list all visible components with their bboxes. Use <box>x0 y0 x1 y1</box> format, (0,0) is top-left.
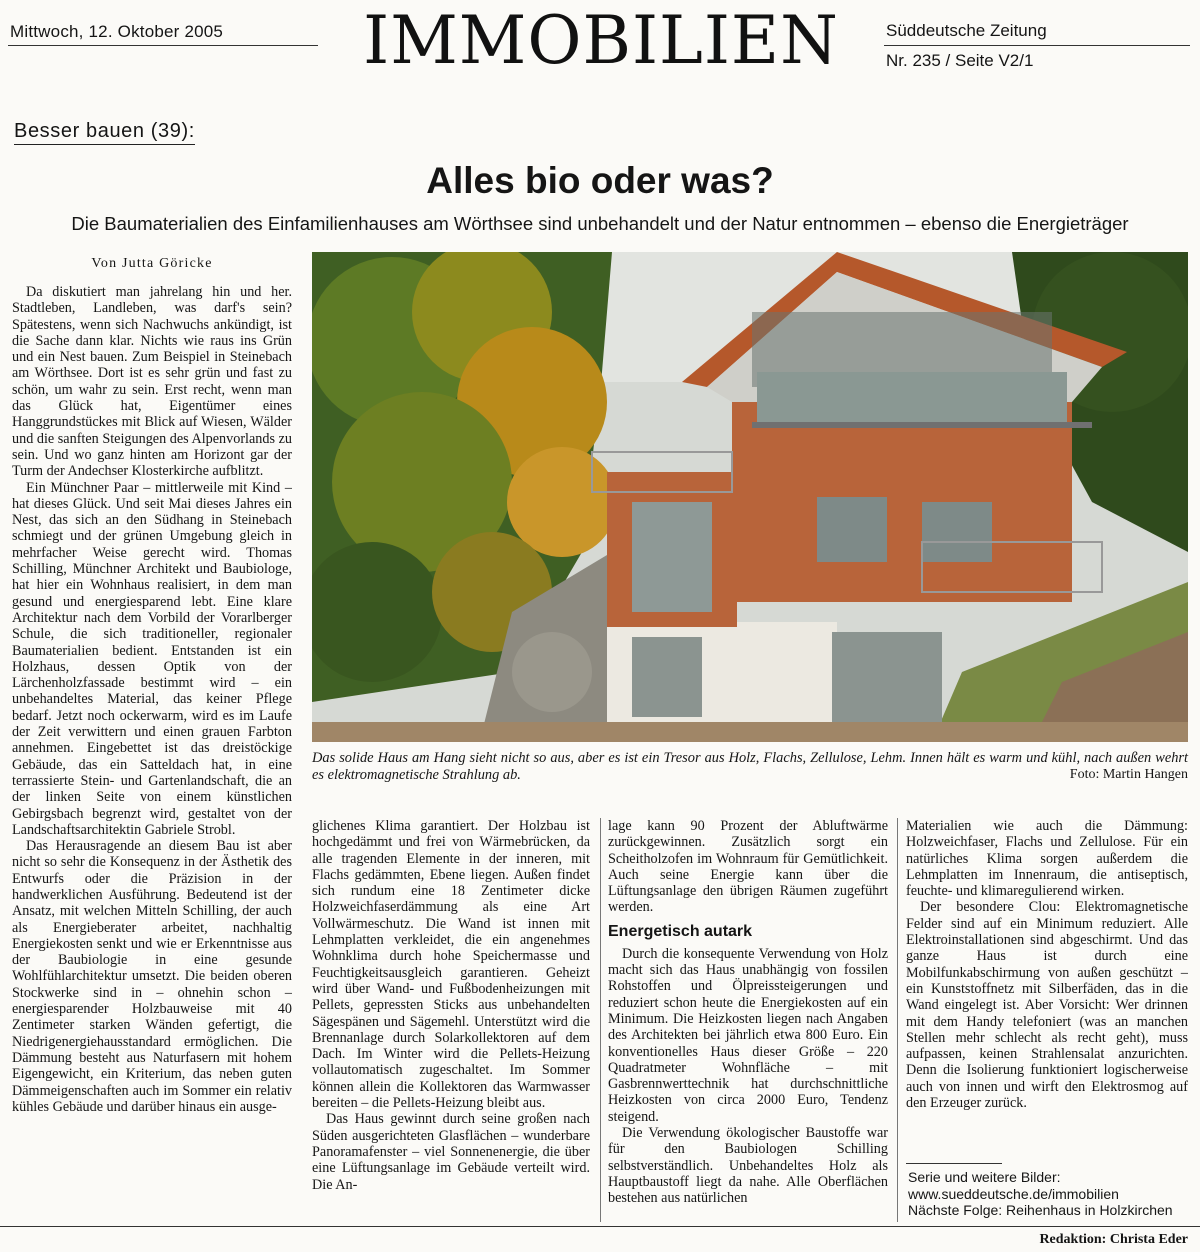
paragraph: Ein Münchner Paar – mittlerweile mit Kind – hat dieses Glück. Und seit Mai dieses Jahres ein Nest, das sich an den Südhang in Steinebach schmiegt und der grünen Umgebung gleich in mehrfacher Weise gerecht wird. Thomas Schilling, Münchner Architekt und Baubiologe, hat hier ein Wohnhaus realisiert, in dem man gesund und energiesparend lebt. Eine klare Architektur nach dem Vorbild der Vorarlberger Schule, die sich traditioneller, regionaler Baumaterialien bedient. Entstanden ist ein Holzhaus, dessen Optik von der Lärchenholzfassade bestimmt wird – ein unbehandeltes Material, das keiner Pflege bedarf. Jetzt noch ockerwarm, wird es im Laufe der Zeit verwittern und einen grauen Farbton annehmen. Eingebettet ist das dreistöckige Gebäude, das ein Satteldach hat, in eine terrassierte Stein- und Gartenlandschaft, die an der linken Seite von einem künstlichen Gebirgsbach begrenzt wird, gestaltet von der Landschaftsarchitektin Gabriele Strobl. <box>12 479 292 838</box>
photo-credit: Foto: Martin Hangen <box>1069 767 1188 782</box>
header-rule-left <box>8 45 318 46</box>
subheadline: Die Baumaterialien des Einfamilienhauses am Wörthsee sind unbehandelt und der Natur entnommen – ebenso die Energieträger <box>71 213 1129 234</box>
editor-credit: Redaktion: Christa Eder <box>1039 1232 1188 1247</box>
article-column-4 <box>906 818 1188 1168</box>
column-divider <box>897 818 898 1222</box>
next-episode-line: Nächste Folge: Reihenhaus in Holzkirchen <box>908 1202 1173 1218</box>
header-date: Mittwoch, 12. Oktober 2005 <box>10 22 224 41</box>
paragraph-continued: glichenes Klima garantiert. Der Holzbau ist hochgedämmt und frei von Wärmebrücken, da alle tragenden Elemente in der inneren, mit Flachs gedämmten, Ebene liegen. Außen findet sich rundum eine 18 Zentimeter dicke Holzweichfaserdämmung als eine Art Vollwärmeschutz. Die Wand ist innen mit Lehmplatten verkleidet, die ein angenehmes Wohnklima durch hohe Speichermasse und Feuchtigkeitsausgleich garantieren. Geheizt wird über Wand- und Fußbodenheizungen mit Pellets, gepressten Sticks aus unbehandelten Sägespänen und Sägemehl. Unterstützt wird die Brennanlage durch Solarkollektoren auf dem Dach. Im Winter wird die Pellets-Heizung vollautomatisch zugeschaltet. Im Sommer können allein die Kollektoren das Warmwasser bereiten – die Pellets-Heizung bleibt aus. <box>312 818 590 1112</box>
series-label: Besser bauen (39): <box>14 120 195 145</box>
header-issue: Nr. 235 / Seite V2/1 <box>886 51 1034 70</box>
paragraph: Die Verwendung ökologischer Baustoffe war für den Baubiologen Schilling selbstverständlich. Unbehandeltes Holz als Hauptbaustoff liegt da nahe. Alle Oberflächen bestehen aus natürlichen <box>608 1125 888 1207</box>
paragraph-continued: lage kann 90 Prozent der Abluftwärme zurückgewinnen. Zusätzlich sorgt ein Scheitholzofen im Wohnraum für Gemütlichkeit. Auch seine Energie kann über die Lüftungsanlage den übrigen Räumen zugeführt werden. <box>608 818 888 916</box>
paragraph: Da diskutiert man jahrelang hin und her. Stadtleben, Landleben, was darf's sein? Spätestens, wenn sich Nachwuchs ankündigt, ist die Sache dann klar. Nichts wie raus ins Grün und ein Nest bauen. Zum Beispiel in Steinebach am Wörthsee. Dort ist es sehr grün und fast zu schön, um wahr zu sein. Erst recht, wenn man das Glück hat, Eigentümer eines Hanggrundstückes mit Blick auf Wiesen, Wälder und die sanften Steigungen des Alpenvorlands zu sein. Und wo ganz hinten am Horizont gar der Turm der Andechser Klosterkirche aufblitzt. <box>12 284 292 480</box>
bottom-rule <box>0 1226 1200 1227</box>
header-paper-name: Süddeutsche Zeitung <box>886 21 1047 40</box>
series-footer <box>908 1169 1190 1219</box>
house-photo <box>312 252 1188 742</box>
article-column-2 <box>312 818 590 1222</box>
headline: Alles bio oder was? <box>426 160 774 201</box>
masthead: IMMOBILIEN <box>363 2 839 79</box>
section-heading: Energetisch autark <box>608 922 753 940</box>
photo-caption: Das solide Haus am Hang sieht nicht so aus, aber es ist ein Tresor aus Holz, Flachs, Zellulose, Lehm. Innen hält es warm und kühl, nach außen wehrt es elektromagnetische Strahlung ab. <box>312 750 1188 783</box>
paragraph: Das Herausragende an diesem Bau ist aber nicht so sehr die Konsequenz in der Ästhetik des Entwurfs oder die Präzision in der handwerklichen Ausführung. Bedeutend ist der Ansatz, mit welchen Mitteln Schilling, der auch als Energieberater arbeitet, nachhaltig Energiekosten senkt und wie er Erkenntnisse aus der Baubiologie in eine gesunde Wohlfühlarchitektur umsetzt. Die beiden oberen Stockwerke sind in – ohnehin schon – energiesparender Holzbauweise mit 40 Zentimeter starken Wänden gefertigt, die Niedrigenergiehausstandard ermöglichen. Die Dämmung besteht aus Naturfasern mit hohem Eigengewicht, ein Kriterium, das neben guten Dämmeigenschaften auch im Sommer ein relativ kühles Gebäude und darüber hinaus ein ausge- <box>12 838 292 1115</box>
article-column-1 <box>12 284 292 1222</box>
column-divider <box>600 818 601 1222</box>
footer-rule <box>906 1163 1002 1164</box>
series-link-line: Serie und weitere Bilder: www.sueddeutsche.de/immobilien <box>908 1169 1119 1202</box>
paragraph: Durch die konsequente Verwendung von Holz macht sich das Haus unabhängig von fossilen Rohstoffen und Ölpreissteigerungen und reduziert schon heute die Energiekosten auf ein Minimum. Die Heizkosten liegen nach Angaben des Architekten bei jährlich etwa 800 Euro. Ein konventionelles Haus dieser Größe – 220 Quadratmeter Wohnfläche – mit Gasbrennwerttechnik hat durchschnittliche Heizkosten von circa 2000 Euro, Tendenz steigend. <box>608 945 888 1125</box>
paragraph: Der besondere Clou: Elektromagnetische Felder sind auf ein Minimum reduziert. Alle Elektroinstallationen sind abgeschirmt. Und das ganze Haus ist durch eine Mobilfunkabschirmung von außen geschützt – ein Kunststoffnetz mit Silberfäden, das in die Wand eingelegt ist. Aber Vorsicht: Wer drinnen mit dem Handy telefoniert (was an manchen Stellen mehr schlecht als recht geht), muss aufpassen, keinen Strahlensalat anzurichten. Denn die Isolierung funktioniert logischerweise auch von innen und wirft den Elektrosmog auf den Erzeuger zurück. <box>906 899 1188 1112</box>
paragraph: Das Haus gewinnt durch seine großen nach Süden ausgerichteten Glasflächen – wunderbare Panoramafenster – viel Sonnenenergie, die über eine Lüftungsanlage im Gebäude verteilt wird. Die An- <box>312 1111 590 1193</box>
byline: Von Jutta Göricke <box>91 256 213 271</box>
article-column-3 <box>608 818 888 1222</box>
paragraph-continued: Materialien wie auch die Dämmung: Holzweichfaser, Flachs und Zellulose. Für ein natürliches Klima sorgen außerdem die Lehmplatten im Innenraum, die antiseptisch, feuchte- und klimaregulierend wirken. <box>906 818 1188 900</box>
header-rule-right <box>884 45 1190 46</box>
